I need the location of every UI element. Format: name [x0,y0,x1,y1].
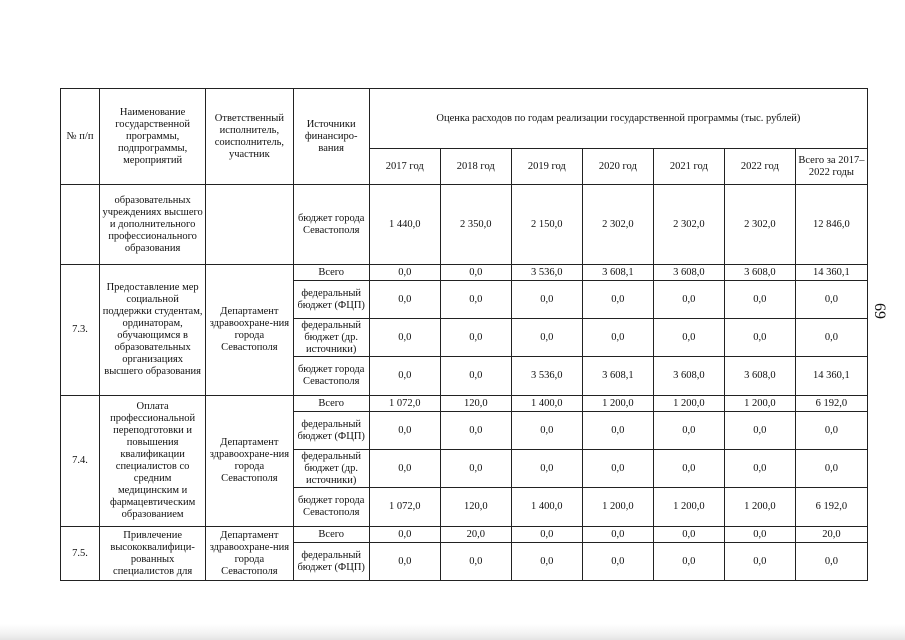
scan-edge [0,624,905,640]
value-cell: 0,0 [369,450,440,488]
value-cell: 0,0 [582,450,653,488]
value-cell: 0,0 [511,281,582,319]
source-cell: Всего [293,265,369,281]
source-cell: бюджет города Севастополя [293,357,369,396]
source-cell: федеральный бюджет (ФЦП) [293,543,369,581]
row-num: 7.4. [61,396,100,527]
value-cell: 0,0 [724,527,795,543]
value-cell: 120,0 [440,396,511,412]
value-cell: 0,0 [369,543,440,581]
header-sources: Источники финансиро-вания [293,89,369,185]
value-cell: 3 608,0 [724,357,795,396]
total-cell: 0,0 [795,543,867,581]
total-cell: 0,0 [795,319,867,357]
header-year-2022: 2022 год [724,149,795,185]
value-cell: 1 400,0 [511,396,582,412]
header-num: № п/п [61,89,100,185]
value-cell: 3 608,0 [653,357,724,396]
value-cell: 0,0 [369,357,440,396]
value-cell: 0,0 [369,319,440,357]
value-cell: 3 536,0 [511,357,582,396]
value-cell: 0,0 [653,450,724,488]
value-cell: 0,0 [511,319,582,357]
source-cell: федеральный бюджет (ФЦП) [293,412,369,450]
value-cell: 1 200,0 [653,396,724,412]
value-cell: 2 302,0 [582,185,653,265]
value-cell: 0,0 [724,543,795,581]
header-year-2017: 2017 год [369,149,440,185]
value-cell: 1 200,0 [582,396,653,412]
continuation-responsible [206,185,293,265]
value-cell: 2 150,0 [511,185,582,265]
value-cell: 0,0 [653,543,724,581]
page-number: 69 [871,303,888,319]
value-cell: 0,0 [440,319,511,357]
value-cell: 0,0 [653,281,724,319]
value-cell: 3 608,0 [653,265,724,281]
value-cell: 0,0 [511,527,582,543]
value-cell: 0,0 [724,450,795,488]
value-cell: 0,0 [440,412,511,450]
value-cell: 0,0 [369,281,440,319]
value-cell: 20,0 [440,527,511,543]
measure-name: Предоставление мер социальной поддержки студентам, ординаторам, обучающимся в образовательных организациях высшего образования [100,265,206,396]
value-cell: 0,0 [511,450,582,488]
source-cell: федеральный бюджет (др. источники) [293,450,369,488]
total-cell: 20,0 [795,527,867,543]
table-row [61,396,868,412]
value-cell: 0,0 [440,450,511,488]
continuation-source: бюджет города Севастополя [293,185,369,265]
continuation-num [61,185,100,265]
total-cell: 14 360,1 [795,357,867,396]
source-cell: Всего [293,396,369,412]
source-cell: бюджет города Севастополя [293,488,369,527]
value-cell: 0,0 [511,412,582,450]
value-cell: 1 072,0 [369,396,440,412]
table-row [61,527,868,543]
value-cell: 1 400,0 [511,488,582,527]
value-cell: 0,0 [511,543,582,581]
value-cell: 1 200,0 [582,488,653,527]
value-cell: 1 200,0 [724,396,795,412]
total-cell: 6 192,0 [795,488,867,527]
value-cell: 3 608,1 [582,357,653,396]
value-cell: 3 536,0 [511,265,582,281]
value-cell: 3 608,1 [582,265,653,281]
total-cell: 0,0 [795,450,867,488]
value-cell: 0,0 [724,412,795,450]
value-cell: 1 200,0 [724,488,795,527]
value-cell: 0,0 [582,281,653,319]
header-estimate: Оценка расходов по годам реализации государственной программы (тыс. рублей) [369,89,867,149]
value-cell: 0,0 [653,412,724,450]
responsible-cell: Департамент здравоохране-ния города Севастополя [206,527,293,581]
value-cell: 120,0 [440,488,511,527]
measure-name: Оплата профессиональной переподготовки и повышения квалификации специалистов со средним медицинским и фармацевтическим образованием [100,396,206,527]
value-cell: 0,0 [440,281,511,319]
source-cell: Всего [293,527,369,543]
header-name: Наименование государственной программы, подпрограммы, мероприятий [100,89,206,185]
total-cell: 12 846,0 [795,185,867,265]
row-num: 7.5. [61,527,100,581]
row-num: 7.3. [61,265,100,396]
header-row-1 [61,89,868,149]
total-cell: 0,0 [795,281,867,319]
continuation-row [61,185,868,265]
value-cell: 0,0 [582,543,653,581]
header-year-2020: 2020 год [582,149,653,185]
value-cell: 0,0 [440,265,511,281]
value-cell: 0,0 [582,319,653,357]
source-cell: федеральный бюджет (ФЦП) [293,281,369,319]
continuation-name: образовательных учреждениях высшего и дополнительного профессионального образования [100,185,206,265]
measure-name: Привлечение высококвалифици-рованных специалистов для [100,527,206,581]
header-responsible: Ответственный исполнитель, соисполнитель, участник [206,89,293,185]
header-total: Всего за 2017–2022 годы [795,149,867,185]
value-cell: 2 302,0 [724,185,795,265]
value-cell: 0,0 [653,319,724,357]
value-cell: 0,0 [724,319,795,357]
table-row [61,265,868,281]
total-cell: 14 360,1 [795,265,867,281]
value-cell: 0,0 [369,412,440,450]
source-cell: федеральный бюджет (др. источники) [293,319,369,357]
header-year-2021: 2021 год [653,149,724,185]
value-cell: 0,0 [724,281,795,319]
value-cell: 0,0 [582,412,653,450]
value-cell: 0,0 [440,543,511,581]
header-year-2019: 2019 год [511,149,582,185]
value-cell: 1 200,0 [653,488,724,527]
value-cell: 0,0 [369,527,440,543]
value-cell: 0,0 [369,265,440,281]
value-cell: 0,0 [653,527,724,543]
value-cell: 0,0 [440,357,511,396]
budget-table [60,88,868,581]
value-cell: 0,0 [582,527,653,543]
value-cell: 2 302,0 [653,185,724,265]
value-cell: 2 350,0 [440,185,511,265]
total-cell: 6 192,0 [795,396,867,412]
value-cell: 1 072,0 [369,488,440,527]
responsible-cell: Департамент здравоохране-ния города Севастополя [206,396,293,527]
value-cell: 3 608,0 [724,265,795,281]
responsible-cell: Департамент здравоохране-ния города Севастополя [206,265,293,396]
total-cell: 0,0 [795,412,867,450]
value-cell: 1 440,0 [369,185,440,265]
header-year-2018: 2018 год [440,149,511,185]
